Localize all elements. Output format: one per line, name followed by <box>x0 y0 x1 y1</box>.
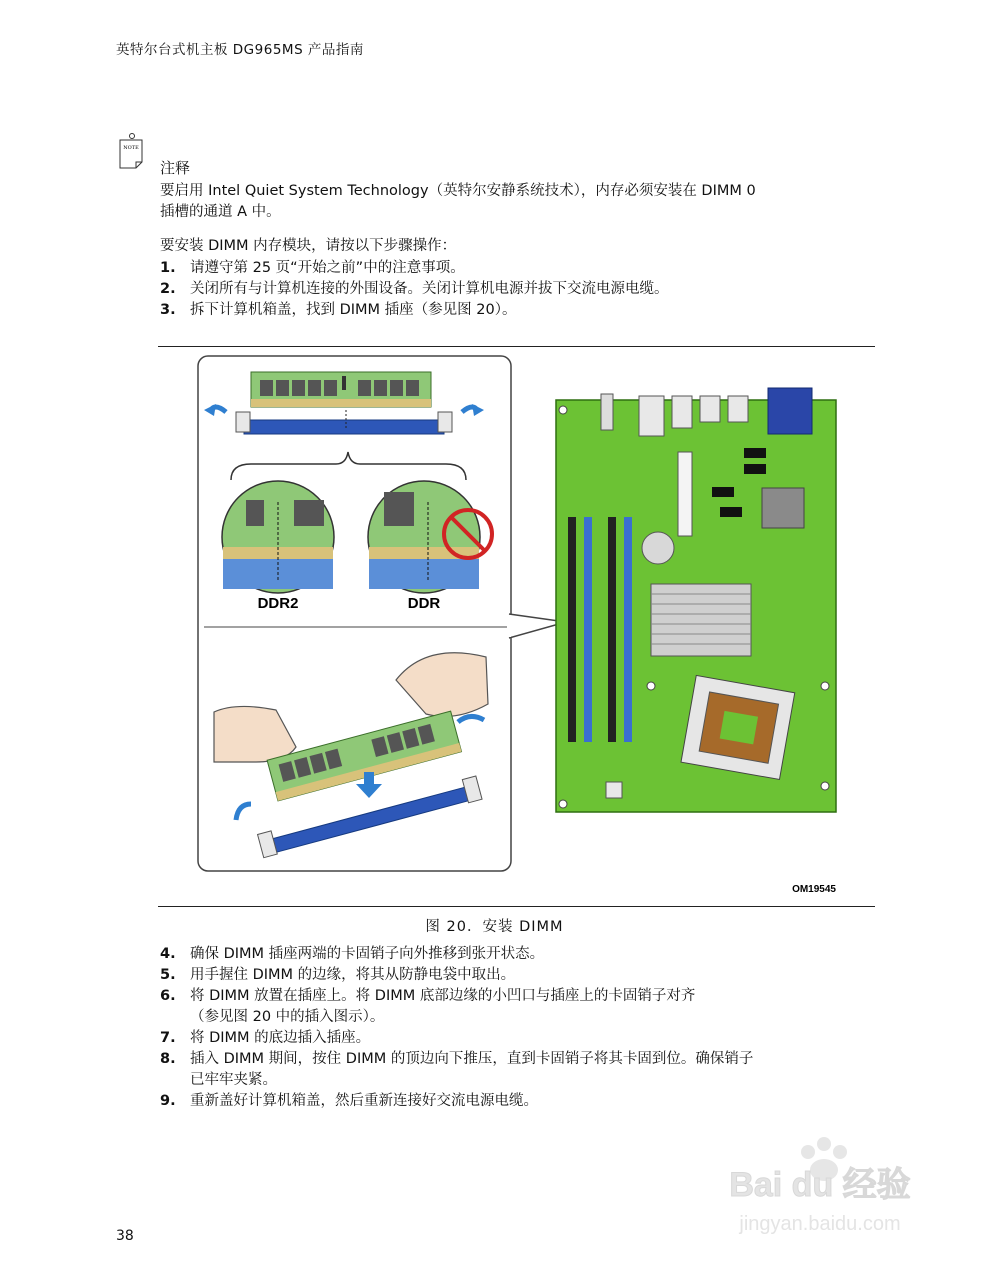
label-ddr: DDR <box>407 595 441 612</box>
step-text: 关闭所有与计算机连接的外围设备。关闭计算机电源并拔下交流电源电缆。 <box>190 281 669 297</box>
step-item <box>160 965 753 986</box>
step-text: 用手握住 DIMM 的边缘，将其从防静电袋中取出。 <box>190 967 516 983</box>
step-item <box>160 944 753 965</box>
step-number: 3. <box>160 302 176 318</box>
step-item <box>160 986 753 1028</box>
baidu-watermark <box>700 1130 940 1240</box>
step-item <box>160 258 669 279</box>
figure-caption: 图 20．安装 DIMM <box>425 919 564 935</box>
step-number: 7. <box>160 1030 176 1046</box>
watermark-url: jingyan.baidu.com <box>739 1213 901 1235</box>
ddr2-detail-circle <box>222 481 334 593</box>
step-number: 6. <box>160 988 176 1004</box>
running-header: 英特尔台式机主板 DG965MS 产品指南 <box>116 42 364 58</box>
step-text-line: 插入 DIMM 期间，按住 DIMM 的顶边向下推压，直到卡固销子将其卡固到位。确保销子 <box>190 1051 754 1067</box>
step-item <box>160 300 669 321</box>
step-number: 5. <box>160 967 176 983</box>
steps-list-a <box>160 258 669 321</box>
note-text-line: 插槽的通道 A 中。 <box>160 204 281 220</box>
note-icon <box>116 132 146 170</box>
dimm-module-top <box>251 372 431 407</box>
step-text: 重新盖好计算机箱盖，然后重新连接好交流电源电缆。 <box>190 1093 538 1109</box>
figure-top-rule <box>158 346 875 347</box>
step-text-line: 已牢牢夹紧。 <box>190 1072 277 1088</box>
step-text: 拆下计算机箱盖，找到 DIMM 插座（参见图 20）。 <box>190 302 517 318</box>
step-item <box>160 1028 753 1049</box>
motherboard-illustration <box>556 388 836 812</box>
step-item <box>160 1091 753 1112</box>
step-text-line: （参见图 20 中的插入图示）。 <box>190 1009 385 1025</box>
label-ddr2: DDR2 <box>257 595 299 612</box>
step-number: 4. <box>160 946 176 962</box>
page-number: 38 <box>116 1228 134 1244</box>
figure-bottom-rule <box>158 906 875 907</box>
note-text-line: 要启用 Intel Quiet System Technology（英特尔安静系统技术），内存必须安装在 DIMM 0 <box>160 183 756 199</box>
note-title: 注释 <box>160 159 191 177</box>
note-icon-label: NOTE <box>123 145 139 151</box>
step-number: 8. <box>160 1051 176 1067</box>
dimm-install-figure <box>196 352 841 900</box>
note-text <box>160 181 756 223</box>
step-text <box>190 986 753 1028</box>
step-number: 2. <box>160 281 176 297</box>
step-number: 1. <box>160 260 176 276</box>
step-item <box>160 1049 753 1091</box>
step-text <box>190 1049 753 1091</box>
step-number: 9. <box>160 1093 176 1109</box>
figure-id: OM19545 <box>792 884 836 895</box>
step-text: 请遵守第 25 页“开始之前”中的注意事项。 <box>190 260 465 276</box>
step-text: 将 DIMM 的底边插入插座。 <box>190 1030 371 1046</box>
step-item <box>160 279 669 300</box>
step-text-line: 将 DIMM 放置在插座上。将 DIMM 底部边缘的小凹口与插座上的卡固销子对齐 <box>190 988 696 1004</box>
watermark-brand: Bai du 经验 <box>729 1166 911 1204</box>
step-text: 确保 DIMM 插座两端的卡固销子向外推移到张开状态。 <box>190 946 545 962</box>
steps-list-b <box>160 944 753 1112</box>
intro-text: 要安装 DIMM 内存模块，请按以下步骤操作： <box>160 238 457 254</box>
